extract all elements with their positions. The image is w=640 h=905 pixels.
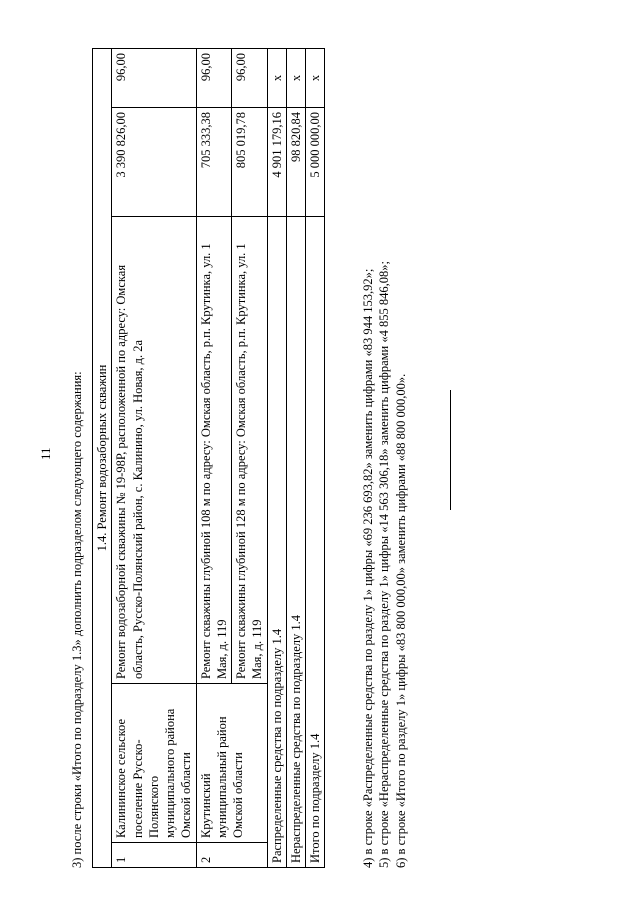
row-index: 1 xyxy=(112,843,196,868)
total-row xyxy=(286,49,305,868)
amendment-item: 4) в строке «Распределенные средства по разделу 1» цифры «69 236 693,82» заменить цифрами «83 944 153,92»; xyxy=(361,268,375,868)
recipient-cell: Крутинский муниципальный район Омской области xyxy=(196,684,267,843)
percent-cell: 96,00 xyxy=(112,49,196,108)
amendment-item: 6) в строке «Итого по разделу 1» цифры «83 800 000,00» заменить цифрами «88 800 000,00». xyxy=(393,373,408,868)
recipient-cell: Калининское сельское поселение Русско-Полянского муниципального района Омской области xyxy=(112,684,196,843)
amount-cell: 705 333,38 xyxy=(196,108,232,217)
total-percent: х xyxy=(306,49,325,108)
amount-cell: 805 019,78 xyxy=(232,108,268,217)
total-label: Нераспределенные средства по подразделу 1.4 xyxy=(286,217,305,868)
amendments-list xyxy=(360,261,409,868)
total-row xyxy=(306,49,325,868)
percent-cell: 96,00 xyxy=(196,49,232,108)
closing-rule xyxy=(450,390,451,510)
total-amount: 4 901 179,16 xyxy=(267,108,286,217)
total-label: Итого по подразделу 1.4 xyxy=(306,217,325,868)
amount-cell: 3 390 826,00 xyxy=(112,108,196,217)
total-percent: х xyxy=(286,49,305,108)
purpose-cell: Ремонт водозаборной скважины № 19-98Р, расположенной по адресу: Омская область, Русско-Полянский район, с. Калинино, ул. Новая, д. 2а xyxy=(112,217,196,684)
section-title: 1.4. Ремонт водозаборных скважин xyxy=(93,49,112,868)
total-label: Распределенные средства по подразделу 1.4 xyxy=(267,217,286,868)
amendment-item: 5) в строке «Нераспределенные средства по разделу 1» цифры «14 563 306,18» заменить цифрами «4 855 846,08»; xyxy=(377,261,392,868)
total-amount: 98 820,84 xyxy=(286,108,305,217)
section-title-row xyxy=(93,49,112,868)
table-row xyxy=(196,49,232,868)
total-row xyxy=(267,49,286,868)
budget-table xyxy=(92,48,325,868)
percent-cell: 96,00 xyxy=(232,49,268,108)
total-percent: х xyxy=(267,49,286,108)
table-row xyxy=(112,49,196,868)
row-index: 2 xyxy=(196,843,267,868)
purpose-cell: Ремонт скважины глубиной 108 м по адресу: Омская область, р.п. Крутинка, ул. 1 Мая, д. 119 xyxy=(196,217,232,684)
rotated-sheet xyxy=(30,20,610,880)
page-number: 11 xyxy=(38,447,53,460)
total-amount: 5 000 000,00 xyxy=(306,108,325,217)
purpose-cell: Ремонт скважины глубиной 128 м по адресу: Омская область, р.п. Крутинка, ул. 1 Мая, д. 119 xyxy=(232,217,268,684)
intro-paragraph: 3) после строки «Итого по подразделу 1.3» дополнить подразделом следующего содержания: xyxy=(70,371,84,868)
